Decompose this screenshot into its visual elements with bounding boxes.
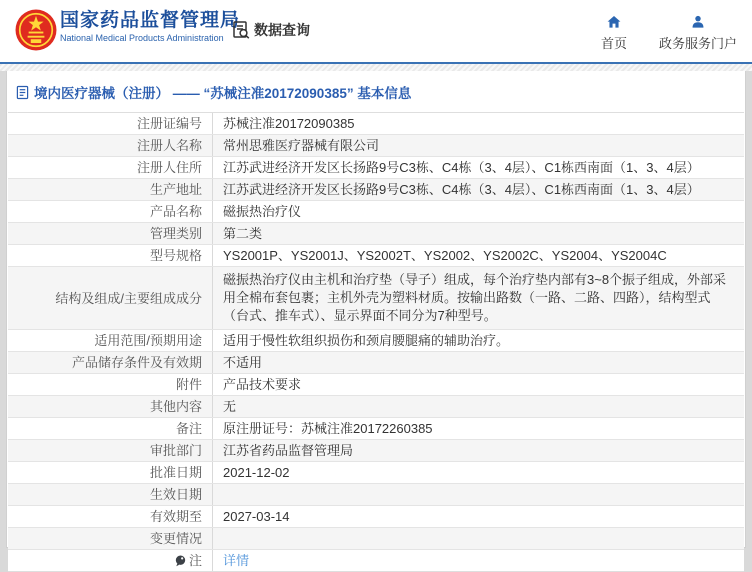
row-label: 产品储存条件及有效期 bbox=[8, 352, 213, 373]
national-emblem-logo bbox=[15, 9, 57, 51]
table-row bbox=[8, 418, 744, 440]
table-row bbox=[8, 396, 744, 418]
row-value: 无 bbox=[223, 399, 237, 414]
org-name-en: National Medical Products Administration bbox=[60, 33, 224, 43]
home-icon bbox=[606, 14, 622, 30]
table-row bbox=[8, 374, 744, 396]
row-label: 注册证编号 bbox=[8, 113, 213, 134]
nav-home[interactable] bbox=[592, 14, 636, 52]
row-label-text: 注 bbox=[188, 553, 202, 568]
row-value: 不适用 bbox=[223, 355, 263, 370]
content-container bbox=[6, 71, 746, 568]
table-row bbox=[8, 113, 744, 135]
row-label: 产品名称 bbox=[8, 201, 213, 222]
nav-portal[interactable] bbox=[648, 14, 748, 52]
row-label: 变更情况 bbox=[8, 528, 213, 549]
row-value: 适用于慢性软组织损伤和颈肩腰腿痛的辅助治疗。 bbox=[223, 333, 510, 348]
org-name-zh: 国家药品监督管理局 bbox=[60, 10, 241, 31]
row-label: 批准日期 bbox=[8, 462, 213, 483]
page-title bbox=[7, 71, 745, 111]
hatched-band bbox=[0, 64, 752, 71]
user-icon bbox=[690, 14, 706, 30]
table-row bbox=[8, 223, 744, 245]
row-label: 注册人住所 bbox=[8, 157, 213, 178]
row-label: 备注 bbox=[8, 418, 213, 439]
table-row bbox=[8, 135, 744, 157]
row-value: 第二类 bbox=[223, 226, 263, 241]
table-row bbox=[8, 506, 744, 528]
row-label: 型号规格 bbox=[8, 245, 213, 266]
row-label: 结构及组成/主要组成成分 bbox=[8, 267, 213, 329]
row-value: 磁振热治疗仪由主机和治疗垫（导子）组成，每个治疗垫内部有3~8个振子组成，外部采用全棉布套包裹；主机外壳为塑料材质。按输出路数（一路、二路、四路），结构型式（台式、推车式）、显示界面不同分为7种型号。 bbox=[223, 272, 727, 323]
table-row bbox=[8, 267, 744, 330]
row-label: 生产地址 bbox=[8, 179, 213, 200]
table-row bbox=[8, 440, 744, 462]
row-value: 原注册证号：苏械注准20172260385 bbox=[223, 421, 433, 436]
table-row bbox=[8, 462, 744, 484]
row-value bbox=[213, 484, 744, 505]
org-name bbox=[60, 11, 240, 43]
data-query-tab[interactable] bbox=[231, 20, 310, 40]
registration-info-table bbox=[8, 112, 744, 572]
row-value: 江苏省药品监督管理局 bbox=[223, 443, 354, 458]
table-row bbox=[8, 157, 744, 179]
row-value: 苏械注准20172090385 bbox=[223, 116, 355, 131]
row-value: 常州思雅医疗器械有限公司 bbox=[223, 138, 380, 153]
table-row bbox=[8, 330, 744, 352]
document-icon bbox=[16, 85, 29, 100]
row-label: 管理类别 bbox=[8, 223, 213, 244]
row-value: YS2001P、YS2001J、YS2002T、YS2002、YS2002C、YS2004、YS2004C bbox=[223, 248, 667, 263]
table-row bbox=[8, 484, 744, 506]
document-search-icon bbox=[231, 20, 251, 40]
row-label: 有效期至 bbox=[8, 506, 213, 527]
table-row bbox=[8, 179, 744, 201]
row-value: 江苏武进经济开发区长扬路9号C3栋、C4栋（3、4层）、C1栋西南面（1、3、4层） bbox=[223, 182, 700, 197]
row-value: 2021-12-02 bbox=[223, 465, 290, 480]
row-label bbox=[8, 550, 213, 571]
detail-link[interactable]: 详情 bbox=[223, 553, 250, 568]
row-label: 适用范围/预期用途 bbox=[8, 330, 213, 351]
table-row bbox=[8, 245, 744, 267]
site-header bbox=[0, 0, 752, 62]
row-value: 产品技术要求 bbox=[223, 377, 302, 392]
table-row-note bbox=[8, 550, 744, 571]
table-row bbox=[8, 352, 744, 374]
note-balloon-icon bbox=[175, 555, 186, 567]
row-label: 生效日期 bbox=[8, 484, 213, 505]
row-label: 附件 bbox=[8, 374, 213, 395]
nav-home-label: 首页 bbox=[600, 36, 627, 51]
table-row bbox=[8, 528, 744, 550]
nav-portal-label: 政务服务门户 bbox=[658, 36, 737, 51]
row-value bbox=[213, 550, 744, 571]
row-label: 其他内容 bbox=[8, 396, 213, 417]
row-label: 审批部门 bbox=[8, 440, 213, 461]
page-title-text: 境内医疗器械（注册） —— “苏械注准20172090385” 基本信息 bbox=[34, 86, 412, 101]
row-value bbox=[213, 528, 744, 549]
row-label: 注册人名称 bbox=[8, 135, 213, 156]
row-value: 2027-03-14 bbox=[223, 509, 290, 524]
row-value: 江苏武进经济开发区长扬路9号C3栋、C4栋（3、4层）、C1栋西南面（1、3、4层） bbox=[223, 160, 700, 175]
row-value: 磁振热治疗仪 bbox=[223, 204, 302, 219]
data-query-label: 数据查询 bbox=[254, 22, 310, 38]
table-row bbox=[8, 201, 744, 223]
